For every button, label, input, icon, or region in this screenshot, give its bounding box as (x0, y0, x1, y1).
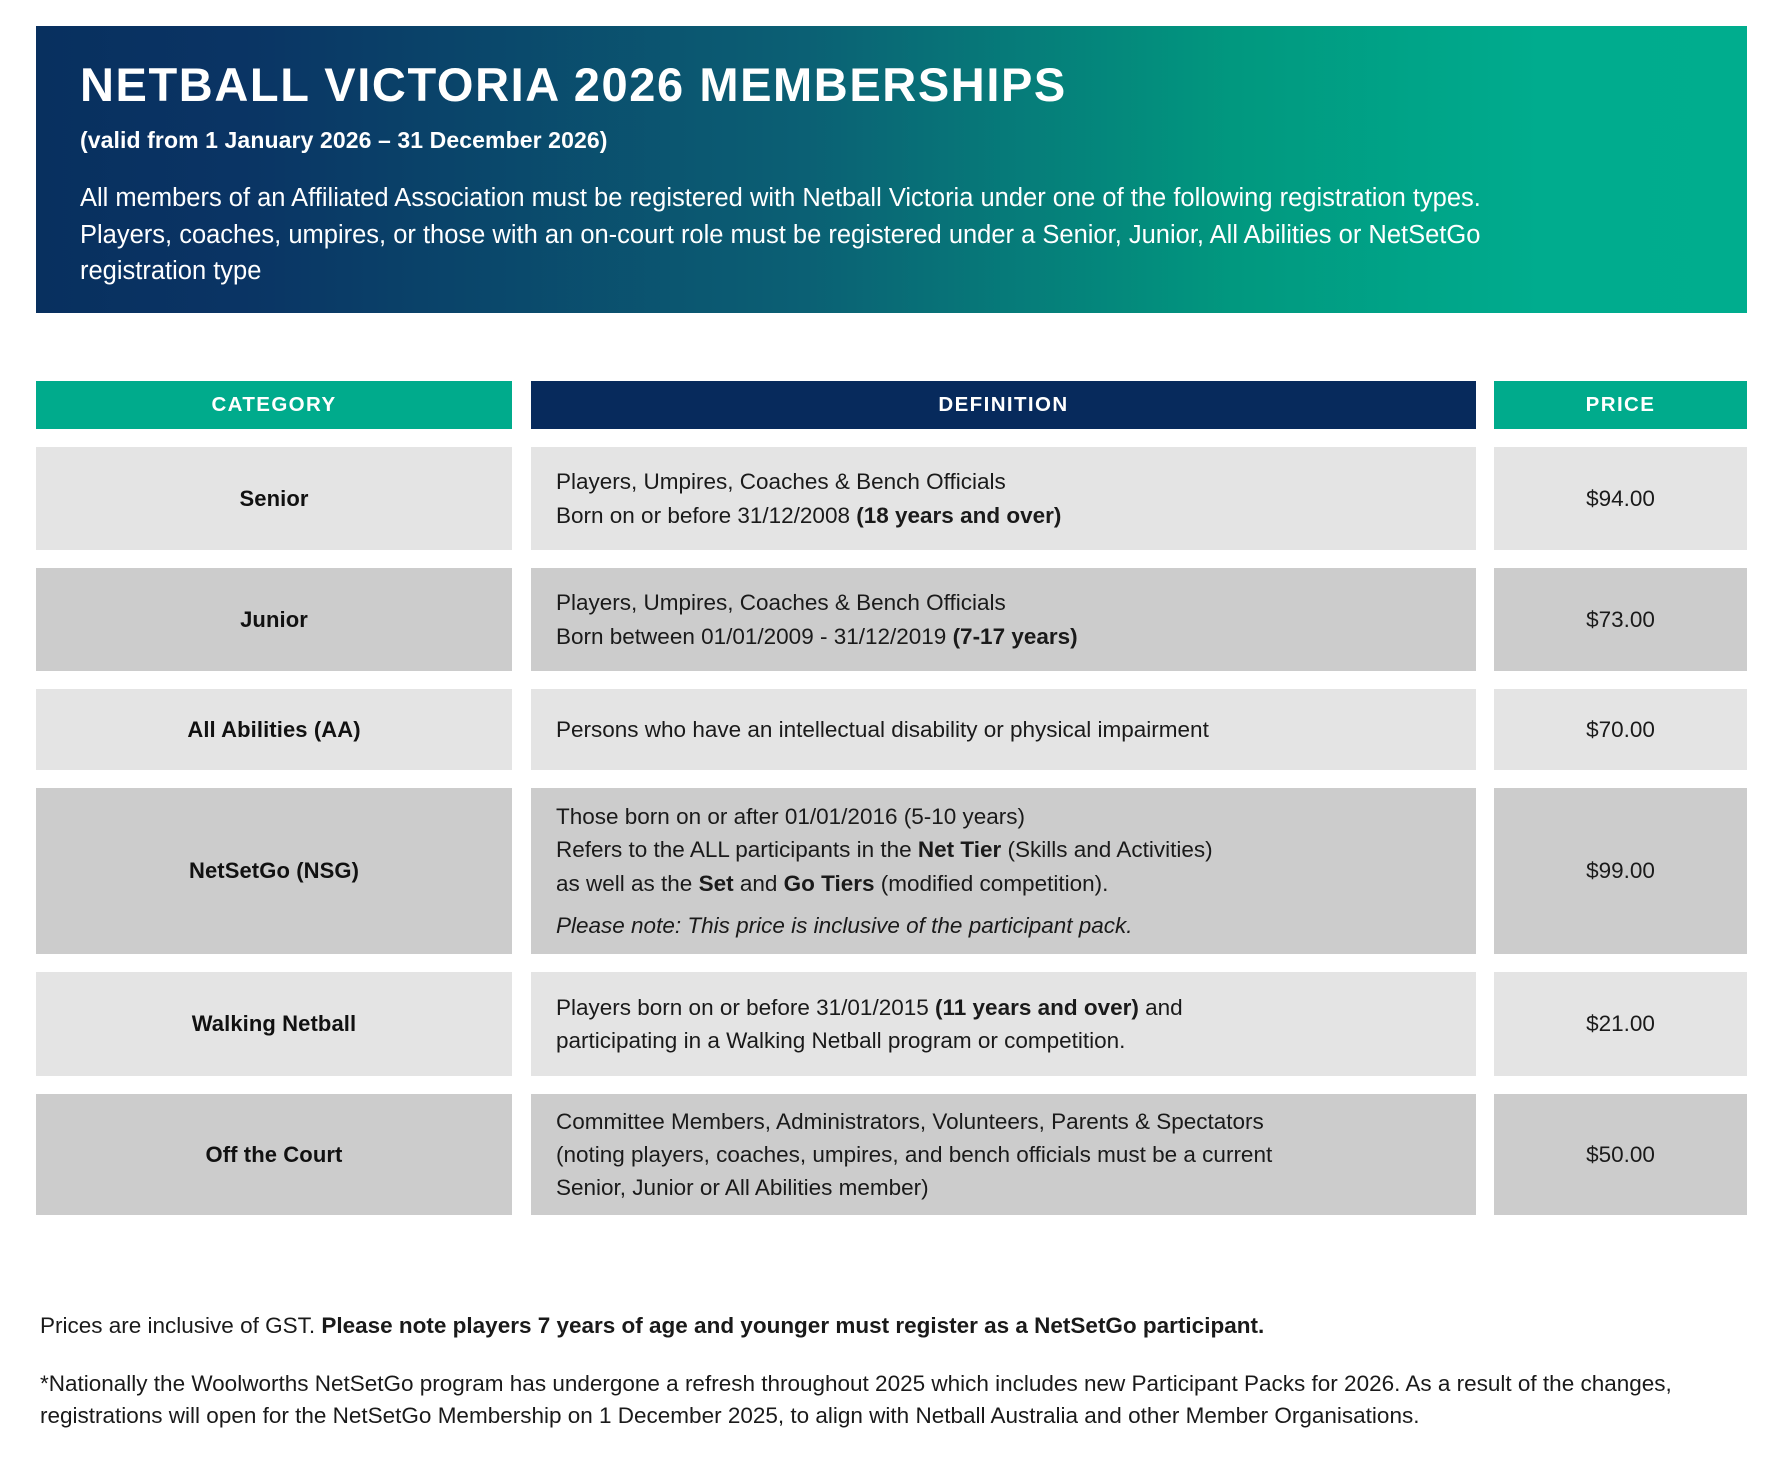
column-header-definition: DEFINITION (531, 381, 1476, 429)
category-cell (36, 1094, 512, 1215)
price-cell (1494, 788, 1747, 954)
banner-description: All members of an Affiliated Association must be registered with Netball Victoria under one of the following registration types. Players, coaches, umpires, or those with an on-court role must be registered under a Senior, Junior, All Abilities or NetSetGo registration type (80, 184, 1481, 285)
table-header-row (36, 381, 1747, 429)
price-label: $70.00 (1586, 716, 1655, 742)
definition-cell (531, 788, 1476, 954)
definition-emphasis: (11 years and over) (935, 994, 1139, 1020)
price-label: $21.00 (1586, 1011, 1655, 1036)
definition-line: Those born on or after 01/01/2016 (5-10 years) (556, 804, 1026, 830)
definition-note: Please note: This price is inclusive of the participant pack. (556, 912, 1133, 938)
definition-line: Players, Umpires, Coaches & Bench Officials (556, 590, 1006, 616)
definition-cell (531, 447, 1476, 550)
gst-note-bold: Please note players 7 years of age and younger must register as a NetSetGo participant. (321, 1313, 1265, 1338)
definition-text (556, 800, 1213, 941)
definition-line: Born on or before 31/12/2008 (556, 502, 857, 528)
price-cell (1494, 689, 1747, 770)
definition-text (556, 1105, 1272, 1204)
definition-cell (531, 972, 1476, 1076)
category-label: Senior (239, 485, 309, 511)
definition-line: (Skills and Activities) (1001, 837, 1213, 863)
price-label: $50.00 (1586, 1141, 1655, 1167)
table-row (36, 689, 1747, 770)
table-row (36, 788, 1747, 954)
category-cell (36, 689, 512, 770)
definition-emphasis: (7-17 years) (952, 623, 1078, 649)
definition-line: and (733, 870, 784, 896)
category-cell (36, 447, 512, 550)
table-row (36, 568, 1747, 671)
definition-text (556, 586, 1078, 652)
table-row (36, 447, 1747, 550)
table-row (36, 1094, 1747, 1215)
category-label: Off the Court (205, 1141, 343, 1167)
definition-line: Refers to the ALL participants in the (556, 837, 918, 863)
category-label: Walking Netball (191, 1011, 357, 1036)
definition-emphasis: Set (698, 870, 734, 896)
netsetgo-refresh-note: *Nationally the Woolworths NetSetGo program has undergone a refresh throughout 2025 which includes new Participant Packs for 2026. As a result of the changes, registrations will open for the NetSetGo Membership on 1 December 2025, to align with Netball Australia and other Member Organisations. (40, 1370, 1672, 1428)
definition-line: Players born on or before 31/01/2015 (556, 994, 936, 1020)
definition-cell (531, 1094, 1476, 1215)
price-cell (1494, 972, 1747, 1076)
table-row (36, 972, 1747, 1076)
gst-note (40, 1310, 1760, 1342)
category-label: All Abilities (AA) (187, 716, 361, 742)
price-label: $94.00 (1586, 485, 1655, 511)
definition-line: Players, Umpires, Coaches & Bench Officials (556, 469, 1006, 495)
category-cell (36, 972, 512, 1076)
definition-line: Persons who have an intellectual disability or physical impairment (556, 716, 1209, 742)
definition-text (556, 465, 1061, 531)
definition-line: Committee Members, Administrators, Volunteers, Parents & Spectators (556, 1108, 1264, 1134)
definition-cell (531, 568, 1476, 671)
definition-line: Born between 01/01/2009 - 31/12/2019 (556, 623, 953, 649)
definition-line: Senior, Junior or All Abilities member) (556, 1175, 929, 1201)
definition-cell (531, 689, 1476, 770)
definition-line: participating in a Walking Netball program or competition. (556, 1028, 1126, 1053)
definition-emphasis: Go Tiers (783, 870, 875, 896)
definition-emphasis: (18 years and over) (856, 502, 1062, 528)
price-label: $99.00 (1586, 858, 1655, 883)
column-header-category: CATEGORY (36, 381, 512, 429)
definition-line: and (1138, 994, 1183, 1020)
definition-text (556, 713, 1209, 746)
category-label: Junior (240, 606, 308, 632)
definition-line: (noting players, coaches, umpires, and bench officials must be a current (556, 1141, 1273, 1167)
definition-text (556, 991, 1183, 1057)
membership-table (36, 381, 1747, 1215)
column-header-price: PRICE (1494, 381, 1747, 429)
definition-line: as well as the (556, 870, 699, 896)
page-title: NETBALL VICTORIA 2026 MEMBERSHIPS (80, 58, 1067, 111)
validity-subtitle: (valid from 1 January 2026 – 31 December 2026) (80, 127, 608, 154)
price-cell (1494, 568, 1747, 671)
category-label: NetSetGo (NSG) (188, 858, 360, 883)
header-banner (36, 26, 1747, 313)
footnotes (40, 1310, 1760, 1432)
definition-line: (modified competition). (874, 870, 1109, 896)
price-cell (1494, 447, 1747, 550)
category-cell (36, 568, 512, 671)
price-label: $73.00 (1586, 606, 1655, 632)
category-cell (36, 788, 512, 954)
gst-note-plain: Prices are inclusive of GST. (40, 1313, 322, 1338)
price-cell (1494, 1094, 1747, 1215)
definition-emphasis: Net Tier (917, 837, 1002, 863)
